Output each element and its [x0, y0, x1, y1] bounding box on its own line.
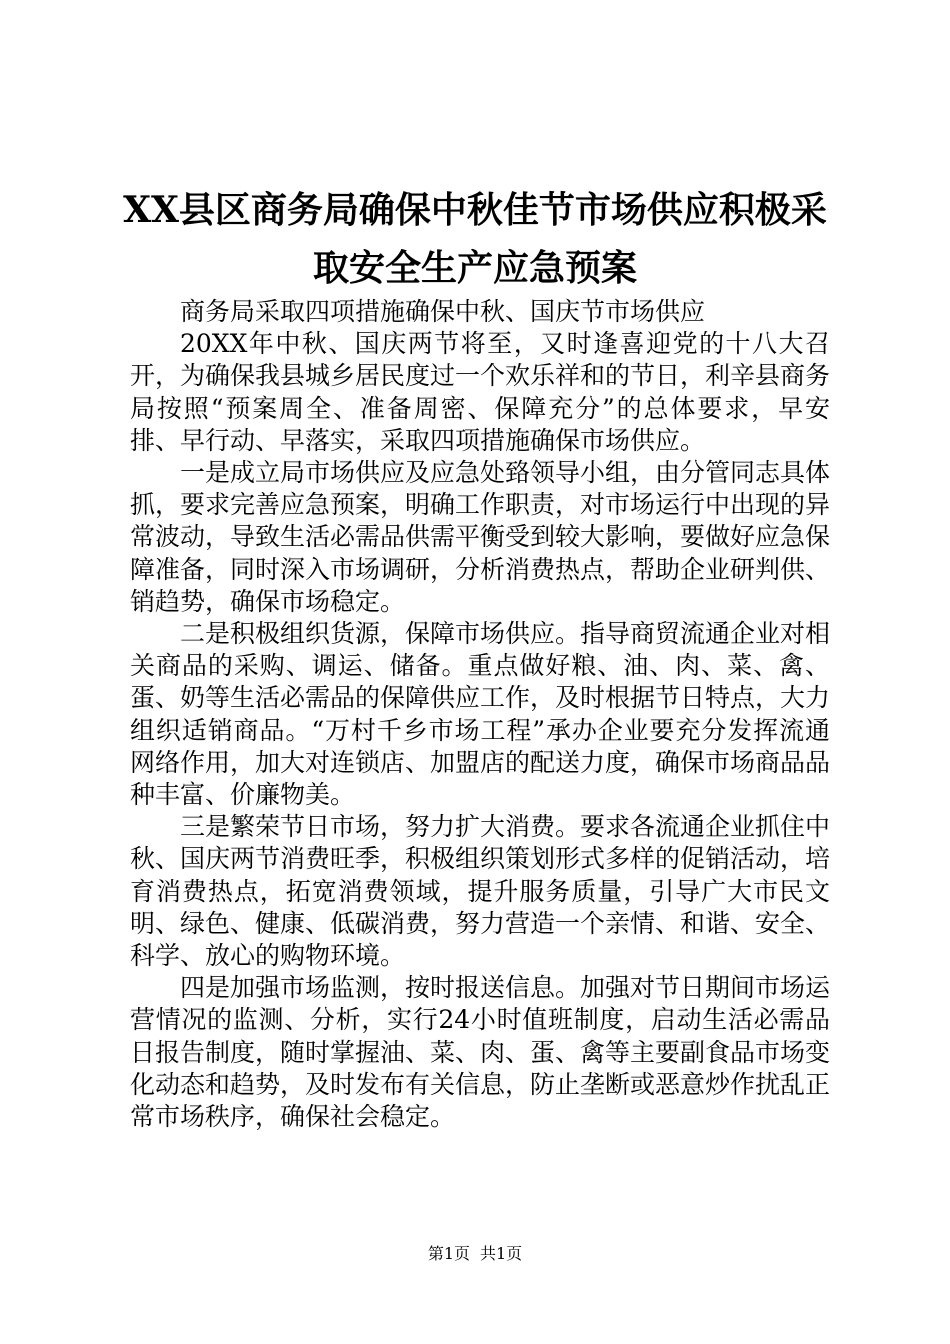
paragraph-subtitle: 商务局采取四项措施确保中秋、国庆节市场供应: [180, 297, 706, 326]
paragraph-measure-4: 四是加强市场监测，按时报送信息。加强对节日期间市场运营情况的监测、分析，实行24小时值班制度，启动生活必需品日报告制度，随时掌握油、菜、肉、蛋、禽等主要副食品市场变化动态和趋势，及时发布有关信息，防止垄断或恶意炒作扰乱正常市场秩序，确保社会稳定。: [130, 973, 831, 1132]
paragraph-measure-2: 二是积极组织货源，保障市场供应。指导商贸流通企业对相关商品的采购、调运、储备。重点做好粮、油、肉、菜、禽、蛋、奶等生活必需品的保障供应工作，及时根据节日特点，大力组织适销商品。“万村千乡市场工程”承办企业要充分发挥流通网络作用，加大对连锁店、加盟店的配送力度，确保市场商品品种丰富、价廉物美。: [130, 619, 831, 810]
document-body: [130, 296, 830, 1133]
page-number: 第1页: [427, 1244, 470, 1263]
paragraph-measure-3: 三是繁荣节日市场，努力扩大消费。要求各流通企业抓住中秋、国庆两节消费旺季，积极组织策划形式多样的促销活动，培育消费热点，拓宽消费领域，提升服务质量，引导广大市民文明、绿色、健康、低碳消费，努力营造一个亲情、和谐、安全、科学、放心的购物环境。: [130, 812, 831, 971]
paragraph-measure-1: 一是成立局市场供应及应急处臵领导小组，由分管同志具体抓，要求完善应急预案，明确工作职责，对市场运行中出现的异常波动，导致生活必需品供需平衡受到较大影响，要做好应急保障准备，同时深入市场调研，分析消费热点，帮助企业研判供、销趋势，确保市场稳定。: [130, 458, 831, 616]
paragraph-intro: 20XX年中秋、国庆两节将至，又时逢喜迎党的十八大召开，为确保我县城乡居民度过一个欢乐祥和的节日，利辛县商务局按照“预案周全、准备周密、保障充分”的总体要求，早安排、早行动、早落实，采取四项措施确保市场供应。: [130, 329, 831, 455]
document-title-line-1: XX县区商务局确保中秋佳节市场供应积极采: [123, 189, 827, 231]
page-footer: [0, 1244, 950, 1264]
page-total: 共1页: [480, 1244, 523, 1263]
document-title-line-2: 取安全生产应急预案: [312, 247, 637, 289]
